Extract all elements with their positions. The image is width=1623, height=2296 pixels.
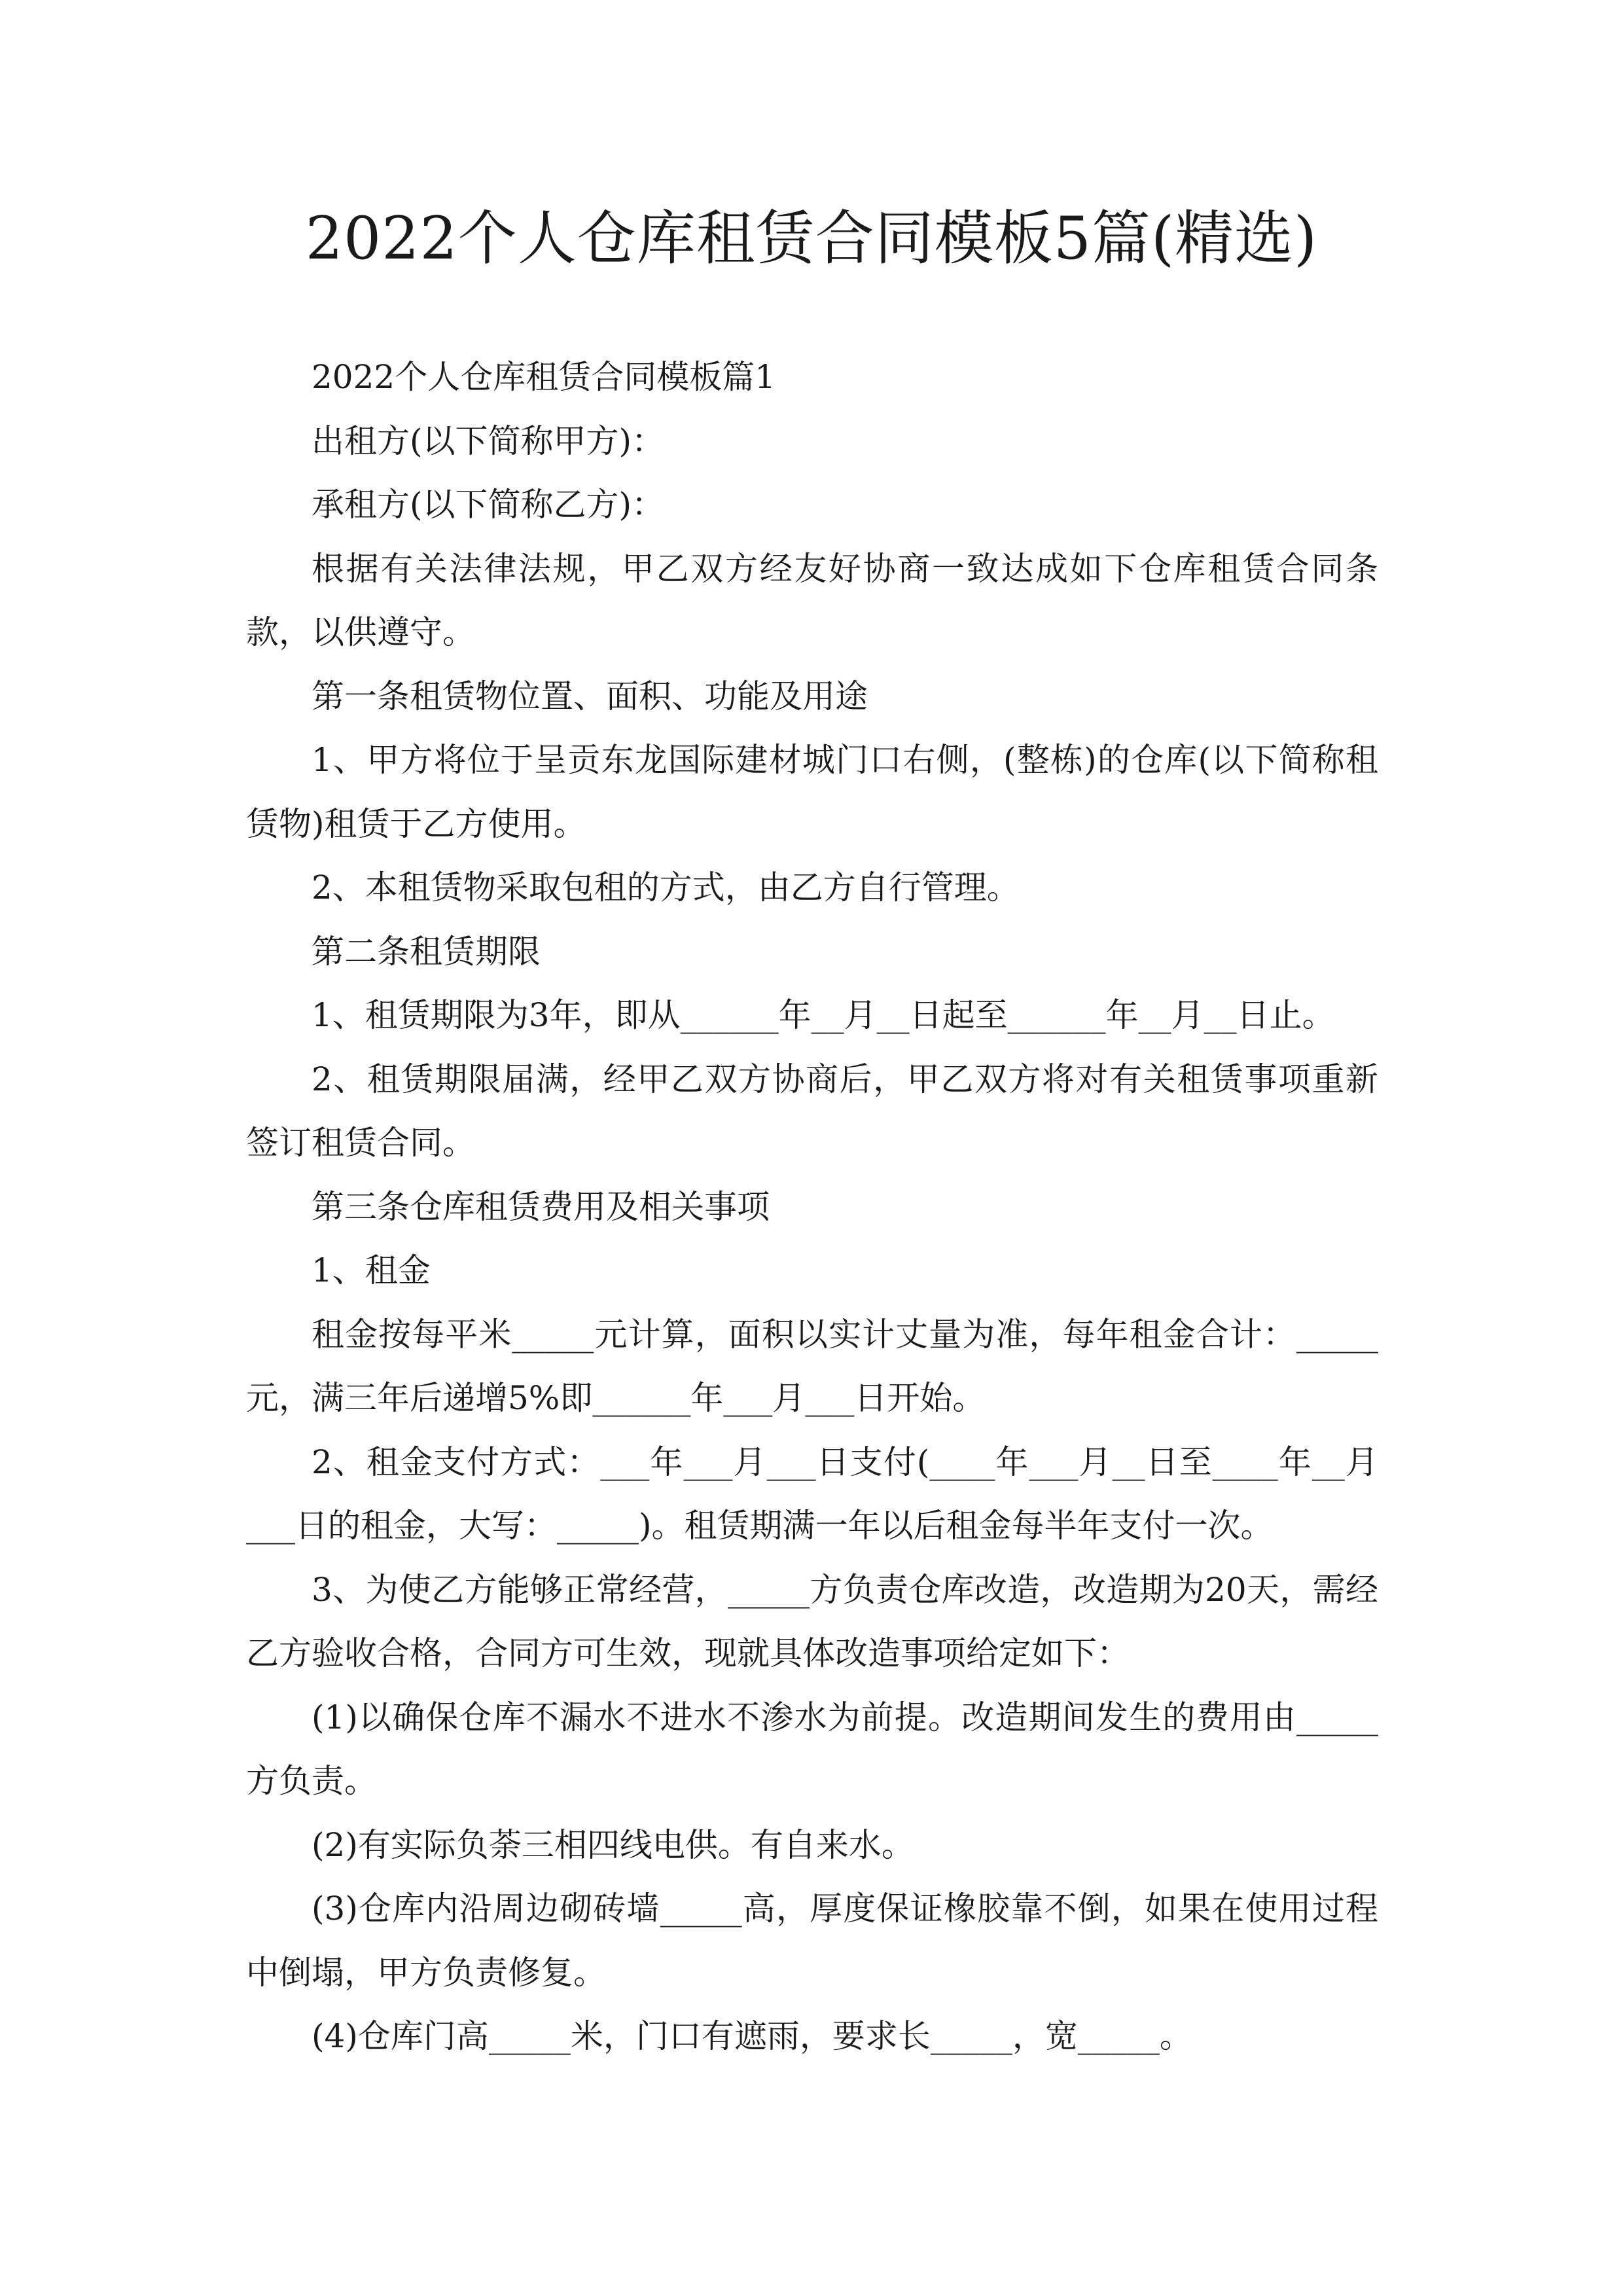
- article-1-clause-2: 2、本租赁物采取包租的方式，由乙方自行管理。: [312, 869, 1020, 906]
- renovation-item-2: (2)有实际负荼三相四线电供。有自来水。: [312, 1825, 914, 1864]
- article-3-clause-1: 1、租金: [312, 1251, 431, 1289]
- renovation-item-4: (4)仓库门高_____米，门口有遮雨，要求长_____，宽_____。: [312, 2017, 1192, 2055]
- document-body: [246, 346, 1378, 2069]
- rent-calculation-paragraph: 租金按每平米_____元计算，面积以实计丈量为准，每年租金合计：_____元，满三年后递增5%即______年___月___日开始。: [246, 1315, 1378, 1417]
- article-1-clause-1: 1、甲方将位于呈贡东龙国际建材城门口右侧，(整栋)的仓库(以下简称租赁物)租赁于乙方使用。: [246, 741, 1378, 843]
- preamble-paragraph: 根据有关法律法规，甲乙双方经友好协商一致达成如下仓库租赁合同条款，以供遵守。: [246, 549, 1378, 651]
- article-1-heading: 第一条租赁物位置、面积、功能及用途: [312, 677, 868, 715]
- article-3-clause-2: 2、租金支付方式：___年___月___日支付(____年___月__日至____年__月___日的租金，大写：_____)。租赁期满一年以后租金每半年支付一次。: [246, 1443, 1378, 1545]
- lessor-line: 出租方(以下简称甲方)：: [312, 422, 665, 460]
- article-2-heading: 第二条租赁期限: [312, 932, 541, 971]
- article-2-clause-2: 2、租赁期限届满，经甲乙双方协商后，甲乙双方将对有关租赁事项重新签订租赁合同。: [246, 1060, 1378, 1162]
- renovation-item-3: (3)仓库内沿周边砌砖墙_____高，厚度保证橡胶靠不倒，如果在使用过程中倒塌，甲方负责修复。: [246, 1890, 1378, 1992]
- renovation-item-1: (1)以确保仓库不漏水不进水不渗水为前提。改造期间发生的费用由_____方负责。: [246, 1698, 1378, 1800]
- section-heading: 2022个人仓库租赁合同模板篇1: [312, 358, 776, 396]
- article-3-heading: 第三条仓库租赁费用及相关事项: [312, 1187, 770, 1226]
- document-title: 2022个人仓库租赁合同模板5篇(精选): [305, 204, 1318, 273]
- article-3-clause-3: 3、为使乙方能够正常经营，_____方负责仓库改造，改造期为20天，需经乙方验收合格，合同方可生效，现就具体改造事项给定如下：: [246, 1570, 1378, 1672]
- lessee-line: 承租方(以下简称乙方)：: [312, 486, 665, 524]
- article-2-clause-1: 1、租赁期限为3年，即从______年__月__日起至______年__月__日止。: [312, 996, 1335, 1034]
